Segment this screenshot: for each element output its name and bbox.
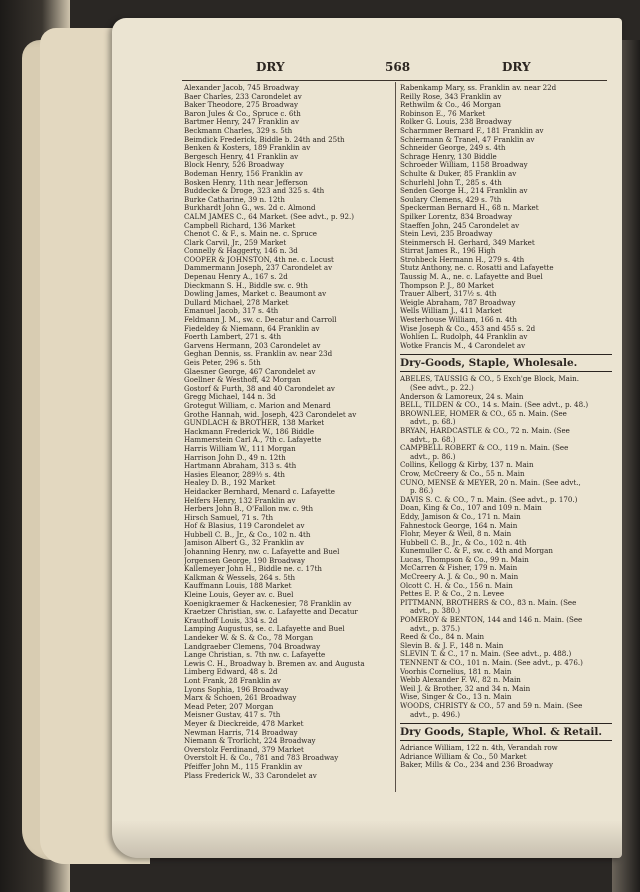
directory-entry: Limberg Edward, 48 s. 2d bbox=[184, 668, 278, 677]
directory-entry: Herbers John B., O'Fallon nw. c. 9th bbox=[184, 505, 314, 514]
directory-entry: Pfeiffer John M., 115 Franklin av bbox=[184, 762, 303, 771]
directory-entry: Gostorf & Furth, 38 and 40 Carondelet av bbox=[184, 384, 335, 393]
directory-entry: Pettes E. P. & Co., 2 n. Levee bbox=[400, 590, 505, 599]
directory-entry: advt., p. 86.) bbox=[410, 452, 456, 461]
directory-entry: Lyons Sophia, 196 Broadway bbox=[184, 685, 289, 694]
directory-entry: Webb Alexander F. W., 82 n. Main bbox=[400, 676, 521, 685]
directory-entry: ABELES, TAUSSIG & CO., 5 Exch'ge Block, Main. bbox=[400, 375, 579, 384]
directory-entry: Lange Christian, s. 7th nw. c. Lafayette bbox=[184, 651, 326, 660]
directory-entry: POMEROY & BENTON, 144 and 146 n. Main. (See bbox=[400, 616, 583, 625]
directory-entry: Strohbeck Hermann H., 279 s. 4th bbox=[400, 255, 525, 264]
directory-entry: Bodeman Henry, 156 Franklin av bbox=[184, 169, 303, 178]
directory-entry: Overstolt H. & Co., 781 and 783 Broadway bbox=[184, 754, 339, 763]
directory-entry: Weigle Abraham, 787 Broadway bbox=[400, 298, 516, 307]
directory-entry: Depenau Henry A., 167 s. 2d bbox=[184, 273, 288, 282]
directory-entry: Collins, Kellogg & Kirby, 137 n. Main bbox=[400, 461, 534, 470]
directory-entry: Trauer Albert, 317½ s. 4th bbox=[400, 290, 497, 299]
directory-entry: Burke Catharine, 39 n. 12th bbox=[184, 195, 285, 204]
directory-entry: McCreery A. J. & Co., 90 n. Main bbox=[400, 573, 519, 582]
directory-entry: Bergesch Henry, 41 Franklin av bbox=[184, 152, 299, 161]
directory-entry: Wells William J., 411 Market bbox=[400, 307, 502, 316]
directory-entry: Beckmann Charles, 329 s. 5th bbox=[184, 126, 293, 135]
directory-entry: Schurlehl John T., 285 s. 4th bbox=[400, 178, 502, 187]
directory-entry: Stirrat James R., 196 High bbox=[400, 247, 496, 256]
directory-entry: Niemann & Trorlicht, 224 Broadway bbox=[184, 737, 316, 746]
directory-entry: advt., p. 68.) bbox=[410, 418, 456, 427]
directory-entry: Newman Harris, 714 Broadway bbox=[184, 728, 298, 737]
directory-entry: Plass Frederick W., 33 Carondelet av bbox=[184, 771, 317, 780]
directory-entry: Baker Theodore, 275 Broadway bbox=[184, 101, 299, 110]
directory-entry: Goellner & Westhoff, 42 Morgan bbox=[184, 376, 301, 385]
directory-entry: Wise Joseph & Co., 453 and 455 s. 2d bbox=[400, 324, 536, 333]
directory-entry: Mead Peter, 207 Morgan bbox=[184, 702, 274, 711]
directory-entry: Reed & Co., 84 n. Main bbox=[400, 633, 485, 642]
directory-entry: Chenot C. & F., s. Main ne. c. Spruce bbox=[184, 230, 317, 239]
directory-entry: Landgraeber Clemens, 704 Broadway bbox=[184, 642, 321, 651]
directory-entry: Benken & Kosters, 189 Franklin av bbox=[184, 144, 311, 153]
directory-entry: Fahnestock George, 164 n. Main bbox=[400, 521, 518, 530]
directory-entry: Scharmmer Bernard F., 181 Franklin av bbox=[400, 126, 544, 135]
directory-entry: p. 86.) bbox=[410, 487, 434, 496]
directory-entry: Soulary Clemens, 429 s. 7th bbox=[400, 195, 502, 204]
header-right-word: DRY bbox=[502, 60, 531, 74]
directory-entry: Kallemeyer John H., Biddle ne. c. 17th bbox=[184, 565, 322, 574]
directory-entry: Kleine Louis, Geyer av. c. Buel bbox=[184, 591, 294, 600]
directory-entry: Glaesner George, 467 Carondelet av bbox=[184, 367, 316, 376]
wholesale-listing bbox=[400, 375, 612, 719]
section-heading-retail: Dry Goods, Staple, Whol. & Retail. bbox=[400, 723, 612, 741]
directory-entry: advt., p. 375.) bbox=[410, 624, 461, 633]
directory-entry: Wotke Francis M., 4 Carondelet av bbox=[400, 341, 526, 350]
retail-listing bbox=[400, 744, 612, 770]
directory-entry: Speckerman Bernard H., 68 n. Market bbox=[400, 204, 539, 213]
running-header bbox=[180, 60, 610, 78]
directory-entry: Kalkman & Wessels, 264 s. 5th bbox=[184, 573, 296, 582]
directory-entry: Westerhouse William, 166 n. 4th bbox=[400, 316, 518, 325]
directory-entry: Dowling James, Market c. Beaumont av bbox=[184, 290, 327, 299]
directory-entry: Schneider George, 249 s. 4th bbox=[400, 144, 506, 153]
directory-entry: DAVIS S. C. & CO., 7 n. Main. (See advt., p. 170.) bbox=[400, 495, 578, 504]
directory-entry: Hubbell C. B., Jr., & Co., 102 n. 4th bbox=[184, 530, 311, 539]
directory-entry: Schulte & Duker, 85 Franklin av bbox=[400, 169, 517, 178]
directory-entry: Bosken Henry, 11th near Jefferson bbox=[184, 178, 308, 187]
directory-entry: Grothe Hannah, wid. Joseph, 423 Carondelet av bbox=[184, 410, 357, 419]
directory-entry: Schiermann & Tranel, 47 Franklin av bbox=[400, 135, 535, 144]
header-left-word: DRY bbox=[256, 60, 285, 74]
directory-entry: Stein Levi, 235 Broadway bbox=[400, 230, 493, 239]
directory-entry: Jamison Albert G., 32 Franklin av bbox=[184, 539, 304, 548]
directory-entry: advt., p. 68.) bbox=[410, 435, 456, 444]
directory-entry: Hasies Eleanor, 289½ s. 4th bbox=[184, 470, 286, 479]
directory-entry: Helfers Henry, 132 Franklin av bbox=[184, 496, 296, 505]
directory-entry: Dieckmann S. H., Biddle sw. c. 9th bbox=[184, 281, 308, 290]
right-column-listing bbox=[400, 84, 612, 350]
directory-entry: Schroeder William, 1158 Broadway bbox=[400, 161, 528, 170]
directory-entry: Stutz Anthony, ne. c. Rosatti and Lafayette bbox=[400, 264, 554, 273]
directory-entry: Flohr, Meyer & Weil, 8 n. Main bbox=[400, 530, 512, 539]
directory-entry: Hof & Blasius, 119 Carondelet av bbox=[184, 522, 305, 531]
right-column bbox=[400, 84, 612, 770]
directory-entry: Doan, King & Co., 107 and 109 n. Main bbox=[400, 504, 542, 513]
directory-entry: (See advt., p. 22.) bbox=[410, 384, 474, 392]
directory-entry: Kauffmann Louis, 188 Market bbox=[184, 582, 292, 591]
directory-entry: BRYAN, HARDCASTLE & CO., 72 n. Main. (See bbox=[400, 426, 570, 435]
directory-entry: Feldmann J. M., sw. c. Decatur and Carroll bbox=[184, 316, 337, 325]
left-column bbox=[184, 84, 392, 780]
directory-entry: CUNO, MENSE & MEYER, 20 n. Main. (See advt., bbox=[400, 478, 581, 487]
directory-entry: Jorgensen George, 190 Broadway bbox=[184, 556, 305, 565]
directory-entry: PITTMANN, BROTHERS & CO., 83 n. Main. (See bbox=[400, 598, 577, 607]
directory-entry: Foerth Lambert, 271 s. 4th bbox=[184, 333, 282, 342]
directory-entry: advt., p. 496.) bbox=[410, 710, 461, 719]
directory-entry: Krauthoff Louis, 334 s. 2d bbox=[184, 616, 278, 625]
directory-entry: CALM JAMES C., 64 Market. (See advt., p. 92.) bbox=[184, 212, 355, 221]
directory-entry: Hackmann Frederick W., 186 Biddle bbox=[184, 427, 315, 436]
directory-entry: Meisner Gustav, 417 s. 7th bbox=[184, 711, 281, 720]
directory-entry: Kraetzer Christian, sw. c. Lafayette and Decatur bbox=[184, 608, 358, 617]
directory-entry: Anderson & Lamoreux, 24 s. Main bbox=[400, 392, 524, 401]
directory-entry: Harris William W., 111 Morgan bbox=[184, 444, 296, 453]
directory-entry: GUNDLACH & BROTHER, 138 Market bbox=[184, 419, 325, 428]
directory-entry: Dullard Michael, 278 Market bbox=[184, 298, 289, 307]
directory-entry: Geghan Dennis, ss. Franklin av. near 23d bbox=[184, 350, 333, 359]
directory-entry: Lewis C. H., Broadway b. Bremen av. and Augusta bbox=[184, 659, 365, 668]
directory-entry: Emanuel Jacob, 317 s. 4th bbox=[184, 307, 279, 316]
directory-entry: Eddy, Jamison & Co., 171 n. Main bbox=[400, 512, 521, 521]
directory-entry: CAMPBELL ROBERT & CO., 119 n. Main. (See bbox=[400, 444, 569, 453]
directory-entry: Campbell Richard, 136 Market bbox=[184, 221, 296, 230]
directory-entry: Harrison John D., 49 n. 12th bbox=[184, 453, 286, 462]
directory-entry: Alexander Jacob, 745 Broadway bbox=[184, 84, 299, 92]
directory-entry: Kunemuller C. & F., sw. c. 4th and Morgan bbox=[400, 547, 553, 556]
directory-entry: Block Henry, 526 Broadway bbox=[184, 161, 284, 170]
directory-entry: Slevin B. & J. F., 148 n. Main bbox=[400, 641, 504, 650]
directory-entry: Wise, Singer & Co., 13 n. Main bbox=[400, 693, 512, 702]
directory-entry: Schrage Henry, 130 Biddle bbox=[400, 152, 497, 161]
directory-entry: Hammerstein Carl A., 7th c. Lafayette bbox=[184, 436, 322, 445]
directory-entry: Hartmann Abraham, 313 s. 4th bbox=[184, 462, 297, 471]
directory-entry: Lucas, Thompson & Co., 99 n. Main bbox=[400, 555, 529, 564]
directory-entry: Wohlien L. Rudolph, 44 Franklin av bbox=[400, 333, 528, 342]
directory-entry: Hubbell C. B., Jr., & Co., 102 n. 4th bbox=[400, 538, 527, 547]
directory-entry: Baer Charles, 233 Carondelet av bbox=[184, 92, 302, 101]
directory-entry: Senden George H., 214 Franklin av bbox=[400, 187, 528, 196]
directory-entry: Grotegut William, c. Marion and Menard bbox=[184, 401, 331, 410]
directory-entry: McCarren & Fisher, 179 n. Main bbox=[400, 564, 518, 573]
directory-entry: Spilker Lorentz, 834 Broadway bbox=[400, 212, 513, 221]
directory-entry: COOPER & JOHNSTON, 4th ne. c. Locust bbox=[184, 255, 334, 264]
directory-entry: Bartmer Henry, 247 Franklin av bbox=[184, 118, 299, 127]
directory-entry: BROWNLEE, HOMER & CO., 65 n. Main. (See bbox=[400, 409, 567, 418]
directory-entry: Marx & Schoen, 261 Broadway bbox=[184, 694, 297, 703]
directory-entry: Robinson E., 76 Market bbox=[400, 109, 486, 118]
directory-entry: Olcott C. H. & Co., 156 n. Main bbox=[400, 581, 513, 590]
directory-entry: Overstolz Ferdinand, 379 Market bbox=[184, 745, 304, 754]
directory-entry: Rolker G. Louis, 238 Broadway bbox=[400, 118, 512, 127]
directory-entry: Heidacker Bernhard, Menard c. Lafayette bbox=[184, 487, 335, 496]
section-heading-wholesale: Dry-Goods, Staple, Wholesale. bbox=[400, 354, 612, 372]
page-bottom-shade bbox=[112, 820, 622, 858]
directory-entry: Lont Frank, 28 Franklin av bbox=[184, 676, 281, 685]
directory-entry: Steinmersch H. Gerhard, 349 Market bbox=[400, 238, 535, 247]
directory-entry: Meyer & Dieckreide, 478 Market bbox=[184, 719, 304, 728]
directory-entry: Fiedeldey & Niemann, 64 Franklin av bbox=[184, 324, 320, 333]
page-number: 568 bbox=[385, 60, 411, 74]
directory-entry: Burkhardt John G., ws. 2d c. Almond bbox=[184, 204, 316, 213]
directory-entry: Rethwilm & Co., 46 Morgan bbox=[400, 101, 502, 110]
directory-entry: Healey D. B., 192 Market bbox=[184, 479, 276, 488]
header-rule bbox=[182, 80, 607, 81]
directory-entry: Adriance William & Co., 50 Market bbox=[400, 752, 527, 761]
directory-entry: Koenigkraemer & Hackenesier, 78 Franklin av bbox=[184, 599, 352, 608]
directory-entry: WOODS, CHRISTY & CO., 57 and 59 n. Main. (See bbox=[400, 701, 583, 710]
directory-entry: SLEVIN T. & C., 17 n. Main. (See advt., p. 488.) bbox=[400, 650, 572, 659]
directory-entry: BELL, TILDEN & CO., 14 s. Main. (See advt., p. 48.) bbox=[400, 401, 589, 410]
directory-entry: Landeker W. & S. & Co., 78 Morgan bbox=[184, 634, 314, 642]
directory-entry: Connelly & Haggerty, 146 n. 3d bbox=[184, 247, 298, 256]
directory-entry: Adriance William, 122 n. 4th, Verandah row bbox=[400, 744, 558, 753]
directory-entry: Taussig M. A., ne. c. Lafayette and Buel bbox=[400, 273, 543, 282]
directory-entry: advt., p. 380.) bbox=[410, 607, 461, 616]
directory-entry: Johanning Henry, nw. c. Lafayette and Buel bbox=[184, 548, 340, 557]
directory-entry: Baker, Mills & Co., 234 and 236 Broadway bbox=[400, 761, 554, 770]
directory-entry: Rabenkamp Mary, ss. Franklin av. near 22d bbox=[400, 84, 557, 92]
directory-entry: Weil J. & Brother, 32 and 34 n. Main bbox=[400, 684, 531, 693]
directory-entry: Buddecke & Droge, 323 and 325 s. 4th bbox=[184, 187, 325, 196]
directory-entry: Geis Peter, 296 s. 5th bbox=[184, 359, 261, 367]
directory-entry: Thompson P. J., 80 Market bbox=[400, 281, 494, 290]
directory-entry: Lamping Augustus, se. c. Lafayette and Buel bbox=[184, 625, 345, 634]
directory-entry: Garvens Hermann, 203 Carondelet av bbox=[184, 341, 321, 350]
directory-entry: Reilly Rose, 343 Franklin av bbox=[400, 92, 502, 101]
directory-entry: Staeffen John, 245 Carondelet av bbox=[400, 221, 520, 230]
directory-entry: Baron Jules & Co., Spruce c. 6th bbox=[184, 109, 301, 118]
directory-entry: Voorhis Cornelius, 181 n. Main bbox=[400, 667, 512, 676]
directory-entry: Dammermann Joseph, 237 Carondelet av bbox=[184, 264, 333, 273]
directory-entry: TENNENT & CO., 101 n. Main. (See advt., p. 476.) bbox=[400, 659, 583, 667]
directory-entry: Gregg Michael, 144 n. 3d bbox=[184, 393, 276, 402]
directory-entry: Clark Carvil, Jr., 259 Market bbox=[184, 238, 287, 247]
directory-entry: Hirsch Samuel, 71 s. 7th bbox=[184, 513, 274, 522]
directory-entry: Crow, McCreery & Co., 55 n. Main bbox=[400, 469, 525, 478]
column-divider bbox=[395, 82, 396, 792]
directory-entry: Beimdick Frederick, Biddle b. 24th and 25th bbox=[184, 135, 345, 144]
